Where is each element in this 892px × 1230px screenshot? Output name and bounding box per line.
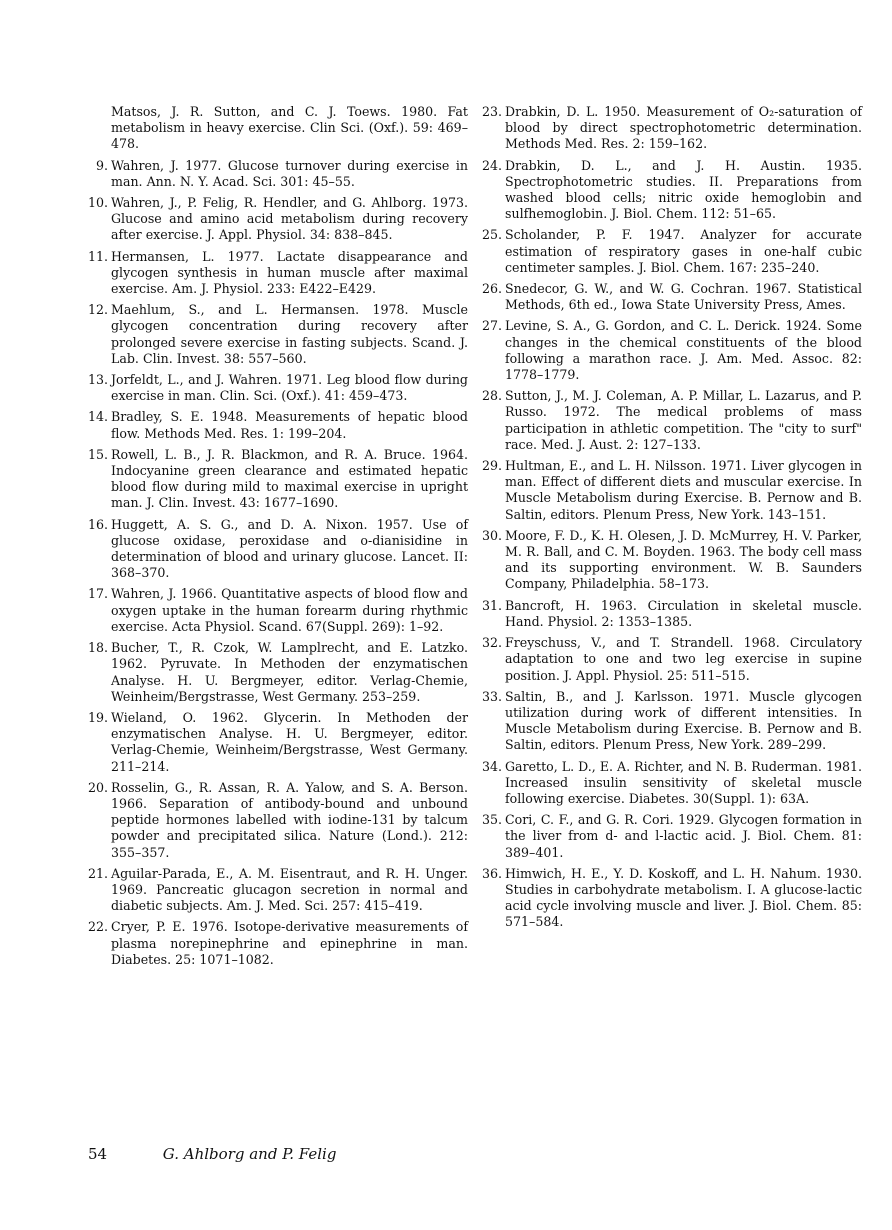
reference-number: 26. <box>482 281 503 297</box>
reference-number: 31. <box>482 597 503 613</box>
reference-entry <box>88 586 468 635</box>
reference-number: 11. <box>88 248 109 264</box>
reference-text: Cori, C. F., and G. R. Cori. 1929. Glycogen formation in the liver from d- and l-lactic acid. J. Biol. Chem. 81: 389–401. <box>505 812 862 860</box>
reference-number: 28. <box>482 388 503 404</box>
reference-entry <box>88 195 468 244</box>
reference-number: 25. <box>482 227 503 243</box>
reference-entry <box>88 919 468 968</box>
reference-text: Levine, S. A., G. Gordon, and C. L. Derick. 1924. Some changes in the chemical constituents of the blood following a marathon race. J. Am. Med. Assoc. 82: 1778–1779. <box>505 318 862 383</box>
reference-text: Bradley, S. E. 1948. Measurements of hepatic blood flow. Methods Med. Res. 1: 199–204. <box>111 409 468 441</box>
reference-text: Moore, F. D., K. H. Olesen, J. D. McMurrey, H. V. Parker, M. R. Ball, and C. M. Boyden. 1963. The body cell mass and its supporting environment. W. B. Saunders Company, Philadelphia. 58–173. <box>505 527 862 592</box>
reference-entry <box>88 372 468 404</box>
reference-text: Drabkin, D. L. 1950. Measurement of O₂-saturation of blood by direct spectrophotometric determination. Methods Med. Res. 2: 159–162. <box>505 104 862 152</box>
reference-entry <box>88 866 468 915</box>
reference-number: 22. <box>88 919 109 935</box>
reference-text: Snedecor, G. W., and W. G. Cochran. 1967. Statistical Methods, 6th ed., Iowa State University Press, Ames. <box>505 281 862 313</box>
references-right-column <box>482 104 862 936</box>
reference-number: 35. <box>482 812 503 828</box>
references-left-column <box>88 104 468 973</box>
reference-entry <box>482 227 862 276</box>
reference-entry <box>88 780 468 861</box>
reference-number: 34. <box>482 758 503 774</box>
reference-number: 30. <box>482 527 503 543</box>
reference-entry <box>88 249 468 298</box>
reference-number: 18. <box>88 640 109 656</box>
reference-number: 19. <box>88 709 109 725</box>
reference-number: 14. <box>88 409 109 425</box>
reference-entry <box>482 759 862 808</box>
reference-text: Aguilar-Parada, E., A. M. Eisentraut, and R. H. Unger. 1969. Pancreatic glucagon secretion in normal and diabetic subjects. Am. J. Med. Sci. 257: 415–419. <box>111 865 468 914</box>
reference-entry <box>88 302 468 367</box>
reference-text: Hermansen, L. 1977. Lactate disappearance and glycogen synthesis in human muscle after maximal exercise. Am. J. Physiol. 233: E422–E429. <box>111 248 468 297</box>
reference-entry <box>482 104 862 153</box>
reference-text: Maehlum, S., and L. Hermansen. 1978. Muscle glycogen concentration during recovery after prolonged severe exercise in fasting subjects. Scand. J. Lab. Clin. Invest. 38: 557–560. <box>111 302 468 366</box>
reference-number: 23. <box>482 104 503 119</box>
reference-text: Bancroft, H. 1963. Circulation in skeletal muscle. Hand. Physiol. 2: 1353–1385. <box>505 597 862 629</box>
reference-number: 24. <box>482 157 503 173</box>
reference-text: Sutton, J., M. J. Coleman, A. P. Millar, L. Lazarus, and P. Russo. 1972. The medical problems of mass participation in athletic competition. The "city to surf" race. Med. J. Aust. 2: 127–133. <box>505 388 862 452</box>
reference-entry <box>88 517 468 582</box>
reference-number: 9. <box>95 157 108 173</box>
reference-entry <box>482 158 862 223</box>
reference-text: Cryer, P. E. 1976. Isotope-derivative measurements of plasma norepinephrine and epinephrine in man. Diabetes. 25: 1071–1082. <box>111 919 468 967</box>
reference-number: 17. <box>88 586 109 602</box>
reference-text: Wahren, J. 1966. Quantitative aspects of blood flow and oxygen uptake in the human forearm during rhythmic exercise. Acta Physiol. Scand. 67(Suppl. 269): 1–92. <box>111 586 468 634</box>
reference-text: Drabkin, D. L., and J. H. Austin. 1935. Spectrophotometric studies. II. Preparations from washed blood cells; nitric oxide hemoglobin and sulfhemoglobin. J. Biol. Chem. 112: 51–65. <box>505 157 862 222</box>
reference-text: Freyschuss, V., and T. Strandell. 1968. Circulatory adaptation to one and two leg exercise in supine position. J. Appl. Physiol. 25: 511–515. <box>505 635 862 683</box>
reference-entry <box>482 388 862 453</box>
reference-number: 16. <box>88 516 109 532</box>
reference-entry <box>482 318 862 383</box>
reference-entry <box>482 689 862 754</box>
reference-text: Huggett, A. S. G., and D. A. Nixon. 1957. Use of glucose oxidase, peroxidase and o-dianisidine in determination of blood and urinary glucose. Lancet. II: 368–370. <box>111 516 468 581</box>
reference-entry <box>482 635 862 684</box>
reference-text: Scholander, P. F. 1947. Analyzer for accurate estimation of respiratory gases in one-half cubic centimeter samples. J. Biol. Chem. 167: 235–240. <box>505 227 862 275</box>
reference-text: Saltin, B., and J. Karlsson. 1971. Muscle glycogen utilization during work of different intensities. In Muscle Metabolism during Exercise. B. Pernow and B. Saltin, editors. Plenum Press, New York. 289–299. <box>505 688 862 753</box>
reference-entry <box>482 812 862 861</box>
reference-number: 27. <box>482 318 503 334</box>
reference-number: 32. <box>482 635 503 651</box>
reference-entry <box>482 458 862 523</box>
reference-entry <box>88 158 468 190</box>
reference-number: 20. <box>88 779 109 795</box>
reference-number: 12. <box>88 302 109 318</box>
reference-text: Bucher, T., R. Czok, W. Lamplrecht, and E. Latzko. 1962. Pyruvate. In Methoden der enzymatischen Analyse. H. U. Bergmeyer, editor. Verlag-Chemie, Weinheim/Bergstrasse, West Germany. 253–259. <box>111 640 468 704</box>
reference-text: Wahren, J. 1977. Glucose turnover during exercise in man. Ann. N. Y. Acad. Sci. 301: 45–55. <box>111 157 468 189</box>
page-number: 54 <box>88 1145 108 1163</box>
reference-number: 21. <box>88 865 109 881</box>
reference-text: Hultman, E., and L. H. Nilsson. 1971. Liver glycogen in man. Effect of different diets and muscular exercise. In Muscle Metabolism during Exercise. B. Pernow and B. Saltin, editors. Plenum Press, New York. 143–151. <box>505 458 862 522</box>
reference-number: 33. <box>482 688 503 704</box>
running-authors: G. Ahlborg and P. Felig <box>162 1145 337 1163</box>
reference-number: 29. <box>482 458 503 474</box>
reference-text: Matsos, J. R. Sutton, and C. J. Toews. 1980. Fat metabolism in heavy exercise. Clin Sci. (Oxf.). 59: 469–478. <box>111 104 468 152</box>
page-footer <box>88 1145 336 1163</box>
reference-entry <box>88 447 468 512</box>
reference-entry <box>482 598 862 630</box>
reference-entry <box>88 640 468 705</box>
reference-text: Rosselin, G., R. Assan, R. A. Yalow, and S. A. Berson. 1966. Separation of antibody-bound and unbound peptide hormones labelled with iodine-131 by talcum powder and precipitated silica. Nature (Lond.). 212: 355–357. <box>111 779 468 860</box>
reference-number: 10. <box>88 195 109 211</box>
reference-text: Himwich, H. E., Y. D. Koskoff, and L. H. Nahum. 1930. Studies in carbohydrate metabolism. I. A glucose-lactic acid cycle involving muscle and liver. J. Biol. Chem. 85: 571–584. <box>505 865 862 930</box>
reference-number: 15. <box>88 446 109 462</box>
reference-entry <box>482 866 862 931</box>
reference-text: Garetto, L. D., E. A. Richter, and N. B. Ruderman. 1981. Increased insulin sensitivity of skeletal muscle following exercise. Diabetes. 30(Suppl. 1): 63A. <box>505 758 862 806</box>
reference-entry <box>88 710 468 775</box>
reference-number: 36. <box>482 865 503 881</box>
reference-text: Rowell, L. B., J. R. Blackmon, and R. A. Bruce. 1964. Indocyanine green clearance and estimated hepatic blood flow during mild to maximal exercise in upright man. J. Clin. Invest. 43: 1677–1690. <box>111 446 468 511</box>
reference-entry <box>482 528 862 593</box>
reference-text: Wieland, O. 1962. Glycerin. In Methoden der enzymatischen Analyse. H. U. Bergmeyer, editor. Verlag-Chemie, Weinheim/Bergstrasse, West Germany. 211–214. <box>111 709 468 774</box>
reference-entry <box>88 409 468 441</box>
reference-text: Jorfeldt, L., and J. Wahren. 1971. Leg blood flow during exercise in man. Clin. Sci. (Oxf.). 41: 459–473. <box>111 372 468 404</box>
reference-number: 13. <box>88 372 109 388</box>
reference-entry <box>88 104 468 153</box>
reference-entry <box>482 281 862 313</box>
reference-text: Wahren, J., P. Felig, R. Hendler, and G. Ahlborg. 1973. Glucose and amino acid metabolism during recovery after exercise. J. Appl. Physiol. 34: 838–845. <box>111 195 468 243</box>
